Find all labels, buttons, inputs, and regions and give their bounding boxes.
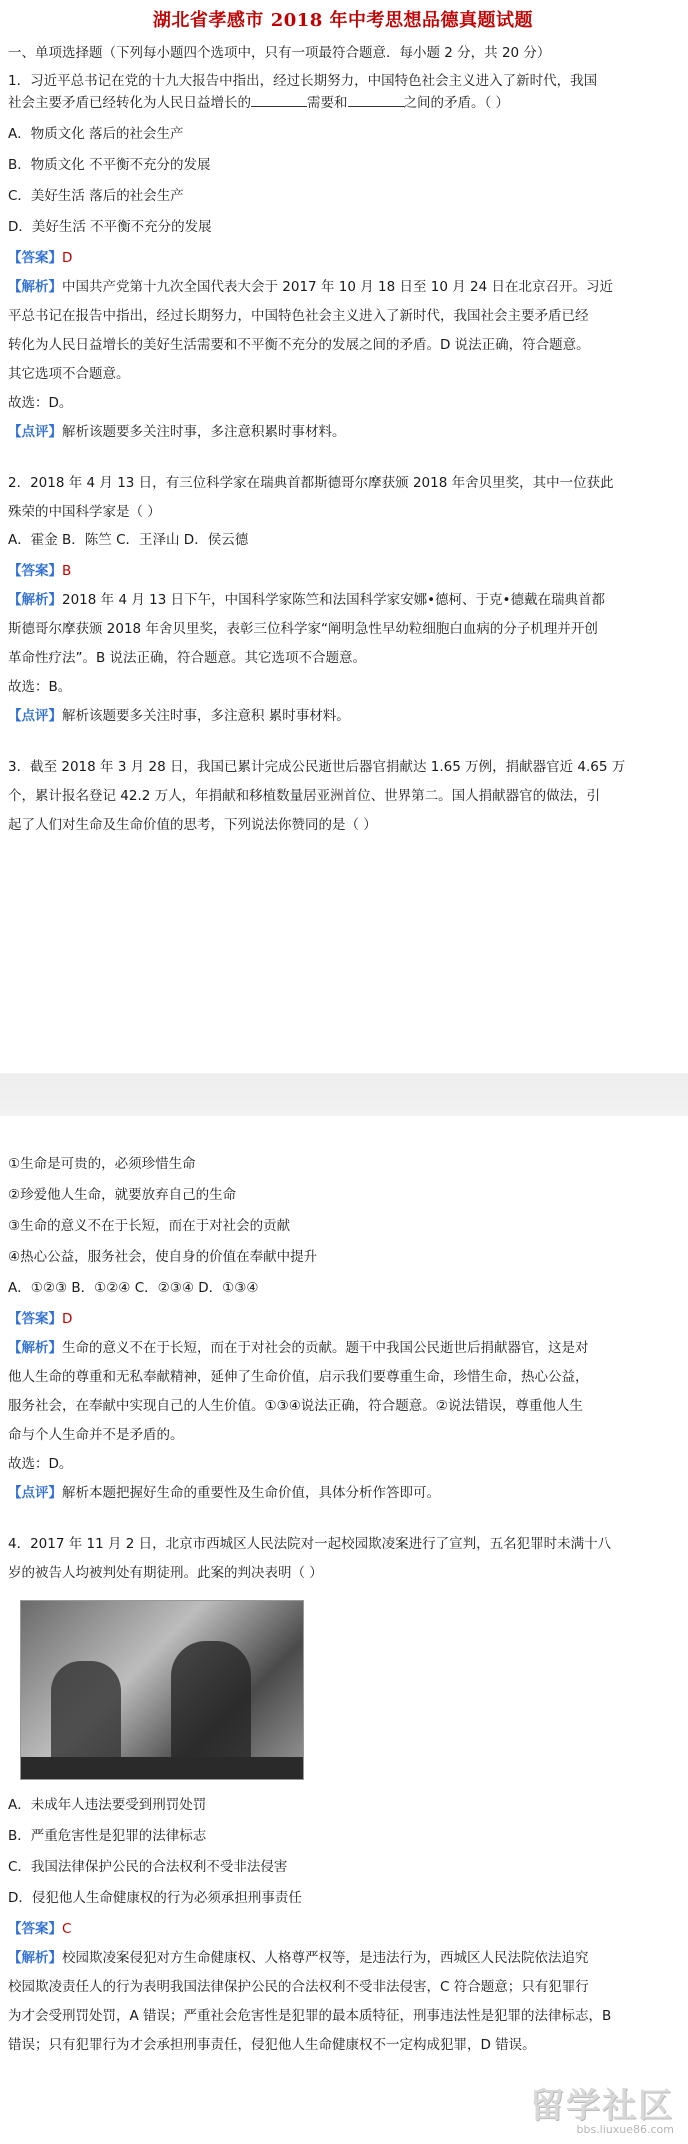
analysis-label: 【解析】 bbox=[8, 1950, 62, 1966]
analysis-text: 错误；只有犯罪行为才会承担刑事责任，侵犯他人生命健康权不一定构成犯罪，D 错误。 bbox=[8, 2037, 536, 2053]
question-stem: 3．截至 2018 年 3 月 28 日，我国已累计完成公民逝世后器官捐献达 1.65 万例，捐献器官近 4.65 万 bbox=[8, 759, 626, 775]
statement: ②珍爱他人生命，就要放弃自己的生命 bbox=[8, 1187, 237, 1203]
option-d: D．美好生活 不平衡不充分的发展 bbox=[8, 219, 212, 235]
question-stem: 1．习近平总书记在党的十九大报告中指出，经过长期努力，中国特色社会主义进入了新时代，我国 bbox=[8, 73, 598, 89]
analysis-text: 校园欺凌责任人的行为表明我国法律保护公民的合法权利不受非法侵害，C 符合题意；只有犯罪行 bbox=[8, 1979, 589, 1995]
watermark-url: bbs.liuxue86.com bbox=[576, 2123, 674, 2136]
question-stem: 起了人们对生命及生命价值的思考，下列说法你赞同的是（ ） bbox=[8, 817, 377, 833]
comment-label: 【点评】 bbox=[8, 708, 62, 724]
conclusion: 故选：B。 bbox=[8, 679, 72, 695]
answer-value: D bbox=[62, 1311, 73, 1327]
analysis-text: 【解析】校园欺凌案侵犯对方生命健康权、人格尊严权等，是违法行为，西城区人民法院依法追究 bbox=[8, 1950, 589, 1966]
options-line: A．①②③ B．①②④ C．②③④ D．①③④ bbox=[8, 1280, 259, 1296]
analysis-text: 【解析】中国共产党第十九次全国代表大会于 2017 年 10 月 18 日至 10 月 24 日在北京召开。习近 bbox=[8, 279, 613, 295]
conclusion: 故选：D。 bbox=[8, 395, 73, 411]
fill-blank bbox=[251, 92, 307, 107]
option-c: C．我国法律保护公民的合法权利不受非法侵害 bbox=[8, 1859, 288, 1875]
statement: ③生命的意义不在于长短，而在于对社会的贡献 bbox=[8, 1218, 291, 1234]
analysis-text: 其它选项不合题意。 bbox=[8, 366, 130, 382]
photo-caption-bar bbox=[21, 1757, 303, 1779]
analysis-label: 【解析】 bbox=[8, 592, 62, 608]
page-title: 湖北省孝感市 2018 年中考思想品德真题试题 bbox=[152, 10, 534, 31]
analysis-label: 【解析】 bbox=[8, 1340, 62, 1356]
fill-blank bbox=[348, 92, 404, 107]
question-stem: 社会主要矛盾已经转化为人民日益增长的 需要和 之间的矛盾。（ ） bbox=[8, 92, 678, 114]
watermark-logo: 留学社区 bbox=[530, 2086, 674, 2126]
analysis-text: 为才会受刑罚处罚，A 错误；严重社会危害性是犯罪的最本质特征，刑事违法性是犯罪的法律标志，B bbox=[8, 2008, 612, 2024]
analysis-text: 【解析】生命的意义不在于长短，而在于对社会的贡献。题干中我国公民逝世后捐献器官，这是对 bbox=[8, 1340, 589, 1356]
comment-line: 【点评】解析该题要多关注时事，多注意积累时事材料。 bbox=[8, 424, 346, 440]
option-b: B．物质文化 不平衡不充分的发展 bbox=[8, 157, 211, 173]
answer-value: C bbox=[62, 1921, 72, 1937]
comment-label: 【点评】 bbox=[8, 424, 62, 440]
section-heading: 一、单项选择题（下列每小题四个选项中，只有一项最符合题意．每小题 2 分，共 20 分） bbox=[8, 45, 551, 61]
option-c: C．美好生活 落后的社会生产 bbox=[8, 188, 184, 204]
question-stem: 个，累计报名登记 42.2 万人，年捐献和移植数量居亚洲首位、世界第二。国人捐献器官的做法，引 bbox=[8, 788, 601, 804]
analysis-text: 平总书记在报告中指出，经过长期努力，中国特色社会主义进入了新时代，我国社会主要矛盾已经 bbox=[8, 308, 589, 324]
analysis-text: 命与个人生命并不是矛盾的。 bbox=[8, 1427, 184, 1443]
comment-label: 【点评】 bbox=[8, 1485, 62, 1501]
question-stem: 岁的被告人均被判处有期徒刑。此案的判决表明（ ） bbox=[8, 1565, 323, 1581]
answer-line bbox=[8, 1918, 678, 1940]
answer-value: D bbox=[62, 250, 73, 266]
option-a: A．未成年人违法要受到刑罚处罚 bbox=[8, 1797, 207, 1813]
analysis-label: 【解析】 bbox=[8, 279, 62, 295]
question-2 bbox=[8, 469, 678, 731]
document-page-1 bbox=[0, 0, 688, 840]
option-b: B．严重危害性是犯罪的法律标志 bbox=[8, 1828, 207, 1844]
answer-label: 【答案】 bbox=[8, 1921, 62, 1937]
analysis-text: 服务社会，在奉献中实现自己的人生价值。①③④说法正确，符合题意。②说法错误，尊重他人生 bbox=[8, 1398, 583, 1414]
answer-line bbox=[8, 560, 678, 582]
analysis-text: 革命性疗法”。B 说法正确，符合题意。其它选项不合题意。 bbox=[8, 650, 367, 666]
analysis-text: 他人生命的尊重和无私奉献精神，延伸了生命价值，启示我们要尊重生命，珍惜生命，热心公益， bbox=[8, 1369, 589, 1385]
photo-figure bbox=[171, 1641, 251, 1761]
question-stem: 4．2017 年 11 月 2 日，北京市西城区人民法院对一起校园欺凌案进行了宣判，五名犯罪时未满十八 bbox=[8, 1536, 612, 1552]
question-4 bbox=[8, 1530, 678, 2060]
statement: ①生命是可贵的，必须珍惜生命 bbox=[8, 1156, 196, 1172]
question-stem: 2．2018 年 4 月 13 日，有三位科学家在瑞典首都斯德哥尔摩获颁 2018 年舍贝里奖，其中一位获此 bbox=[8, 475, 614, 491]
question-3-body bbox=[8, 1153, 678, 1508]
analysis-text: 【解析】2018 年 4 月 13 日下午，中国科学家陈竺和法国科学家安娜•德柯、于克•德戴在瑞典首都 bbox=[8, 592, 606, 608]
question-3-stem bbox=[8, 753, 678, 840]
question-1 bbox=[8, 70, 678, 447]
analysis-text: 转化为人民日益增长的美好生活需要和不平衡不充分的发展之间的矛盾。D 说法正确，符合题意。 bbox=[8, 337, 590, 353]
comment-line: 【点评】解析该题要多关注时事，多注意积 累时事材料。 bbox=[8, 708, 350, 724]
statement: ④热心公益，服务社会，使自身的价值在奉献中提升 bbox=[8, 1249, 318, 1265]
option-a: A．物质文化 落后的社会生产 bbox=[8, 126, 184, 142]
answer-line bbox=[8, 1308, 678, 1330]
answer-line bbox=[8, 247, 678, 269]
document-page-2 bbox=[0, 1116, 688, 2060]
comment-line: 【点评】解析本题把握好生命的重要性及生命价值，具体分析作答即可。 bbox=[8, 1485, 440, 1501]
page-break bbox=[0, 1026, 688, 1116]
option-d: D．侵犯他人生命健康权的行为必须承担刑事责任 bbox=[8, 1890, 302, 1906]
courtroom-photo bbox=[20, 1600, 304, 1780]
photo-figure bbox=[51, 1661, 121, 1761]
answer-label: 【答案】 bbox=[8, 563, 62, 579]
answer-label: 【答案】 bbox=[8, 1311, 62, 1327]
options-line: A．霍金 B．陈竺 C．王泽山 D．侯云德 bbox=[8, 532, 249, 548]
conclusion: 故选：D。 bbox=[8, 1456, 73, 1472]
answer-label: 【答案】 bbox=[8, 250, 62, 266]
question-stem: 殊荣的中国科学家是（ ） bbox=[8, 504, 161, 520]
analysis-text: 斯德哥尔摩获颁 2018 年舍贝里奖，表彰三位科学家“阐明急性早幼粒细胞白血病的分子机理并开创 bbox=[8, 621, 598, 637]
site-watermark bbox=[530, 2078, 674, 2136]
answer-value: B bbox=[62, 563, 72, 579]
